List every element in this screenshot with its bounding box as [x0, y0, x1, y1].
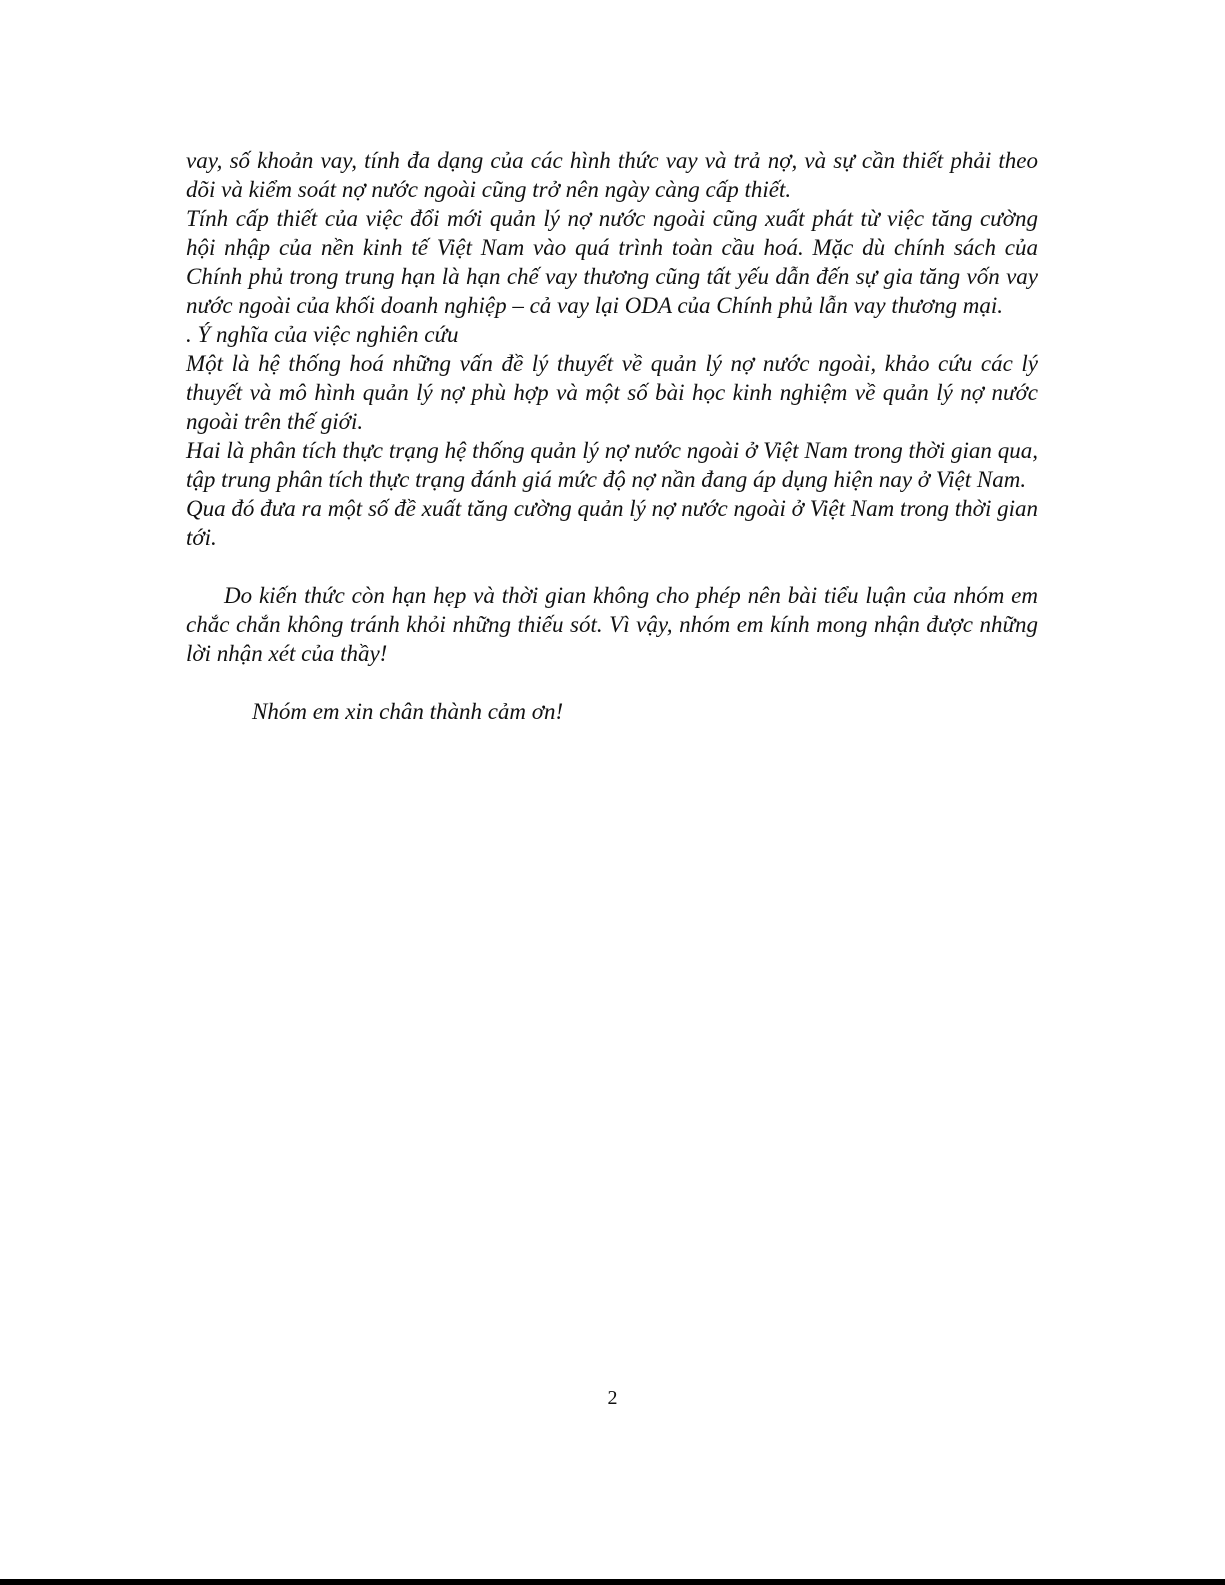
paragraph-closing: Do kiến thức còn hạn hẹp và thời gian không cho phép nên bài tiểu luận của nhóm em chắc chắn không tránh khỏi những thiếu sót. Vì vậy, nhóm em kính mong nhận được những lời nhận xét của thầy! — [186, 583, 1038, 666]
paragraph-point-two: Hai là phân tích thực trạng hệ thống quản lý nợ nước ngoài ở Việt Nam trong thời gian qua, tập trung phân tích thực trạng đánh giá mức độ nợ nần đang áp dụng hiện nay ở Việt Nam. — [186, 438, 1038, 492]
bottom-edge-bar — [0, 1579, 1225, 1585]
paragraph-proposals: Qua đó đưa ra một số đề xuất tăng cường quản lý nợ nước ngoài ở Việt Nam trong thời gian tới. — [186, 496, 1038, 550]
paragraph-urgency: Tính cấp thiết của việc đổi mới quản lý nợ nước ngoài cũng xuất phát từ việc tăng cường hội nhập của nền kinh tế Việt Nam vào quá trình toàn cầu hoá. Mặc dù chính sách của Chính phủ trong trung hạn là hạn chế vay thương cũng tất yếu dẫn đến sự gia tăng vốn vay nước ngoài của khối doanh nghiệp – cả vay lại ODA của Chính phủ lẫn vay thương mại. — [186, 206, 1038, 318]
thanks-line: Nhóm em xin chân thành cảm ơn! — [252, 699, 564, 724]
paragraph-debt-monitoring: vay, số khoản vay, tính đa dạng của các hình thức vay và trả nợ, và sự cần thiết phải theo dõi và kiểm soát nợ nước ngoài cũng trở nên ngày càng cấp thiết. — [186, 148, 1038, 202]
paragraph-spacer — [186, 552, 1038, 581]
body-text — [186, 146, 1038, 726]
paragraph-point-one: Một là hệ thống hoá những vấn đề lý thuyết về quản lý nợ nước ngoài, khảo cứu các lý thuyết và mô hình quản lý nợ phù hợp và một số bài học kinh nghiệm về quản lý nợ nước ngoài trên thế giới. — [186, 351, 1038, 434]
paragraph-spacer — [186, 668, 1038, 697]
page-number: 2 — [607, 1387, 618, 1409]
section-heading-research-significance: . Ý nghĩa của việc nghiên cứu — [186, 322, 459, 347]
